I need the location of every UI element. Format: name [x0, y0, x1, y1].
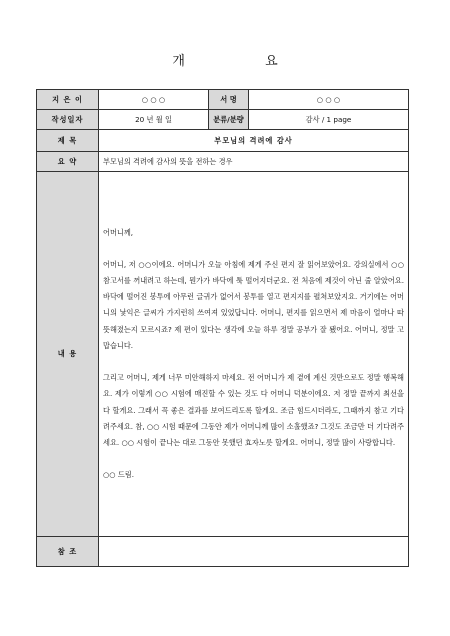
letter-salutation: 어머니께,: [103, 227, 134, 237]
category-label: 분류/분량: [209, 110, 249, 130]
author-value: ○ ○ ○: [99, 90, 209, 110]
letter-paragraph-1: 어머니, 저 ○○이에요. 어머니가 오늘 아침에 제게 주신 편지 잘 읽어보았어요. 강의실에서 ○○ 참고서를 꺼내려고 하는데, 뭔가가 바닥에 툭 떨어지더군요. 전 처음에 제것이 아닌 줄 알았어요. 바닥에 떨어진 봉투에 아무런 글귀가 없어서 봉투를 열고 편지지를 펼쳐보았지요. 거기에는 어머니의 낯익은 글씨가 가지런히 쓰여져 있었답니다. 어머니, 편지를 읽으면서 제 마음이 얼마나 따뜻해졌는지 모르시죠? 제 편이 있다는 생각에 오늘 하루 정말 공부가 잘 됐어요. 어머니, 정말 고맙습니다.: [103, 259, 404, 350]
subject-label: 제 목: [37, 130, 99, 152]
reference-row: [37, 537, 409, 567]
summary-value: 부모님의 격려에 감사의 뜻을 전하는 경우: [99, 152, 409, 172]
subject-row: [37, 130, 409, 152]
reference-value: [99, 537, 409, 567]
letter-paragraph-2: 그리고 어머니, 제게 너무 미안해하지 마세요. 전 어머니가 제 곁에 계신 것만으로도 정말 행복해요. 제가 이렇게 ○○ 시험에 매진할 수 있는 것도 다 어머니 덕분이에요. 저 정말 끝까지 최선을 다 할게요. 그래서 꼭 좋은 결과를 보여드리도록 할게요. 조금 힘드시더라도, 그때까지 참고 기다려주세요. 참, ○○ 시험 때문에 그동안 제가 어머니께 많이 소홀했죠? 그것도 조금만 더 기다려주세요. ○○ 시험이 끝나는 대로 그동안 못했던 효자노릇 할게요. 어머니, 정말 많이 사랑합니다.: [103, 373, 404, 447]
date-row: [37, 110, 409, 130]
document-title: 개 요: [172, 54, 316, 69]
letter-closing: ○○ 드림.: [103, 470, 134, 480]
signature-value: ○ ○ ○: [249, 90, 409, 110]
content-body: [99, 172, 409, 537]
reference-label: 참 조: [37, 537, 99, 567]
date-value: 20 년 월 일: [99, 110, 209, 130]
signature-label: 서 명: [209, 90, 249, 110]
overview-form-table: [36, 89, 409, 567]
content-label: 내 용: [37, 172, 99, 537]
date-label: 작성일자: [37, 110, 99, 130]
author-row: [37, 90, 409, 110]
author-label: 지 은 이: [37, 90, 99, 110]
subject-value: 부모님의 격려에 감사: [99, 130, 409, 152]
category-value: 감사 / 1 page: [249, 110, 409, 130]
summary-row: [37, 152, 409, 172]
content-row: [37, 172, 409, 537]
summary-label: 요 약: [37, 152, 99, 172]
